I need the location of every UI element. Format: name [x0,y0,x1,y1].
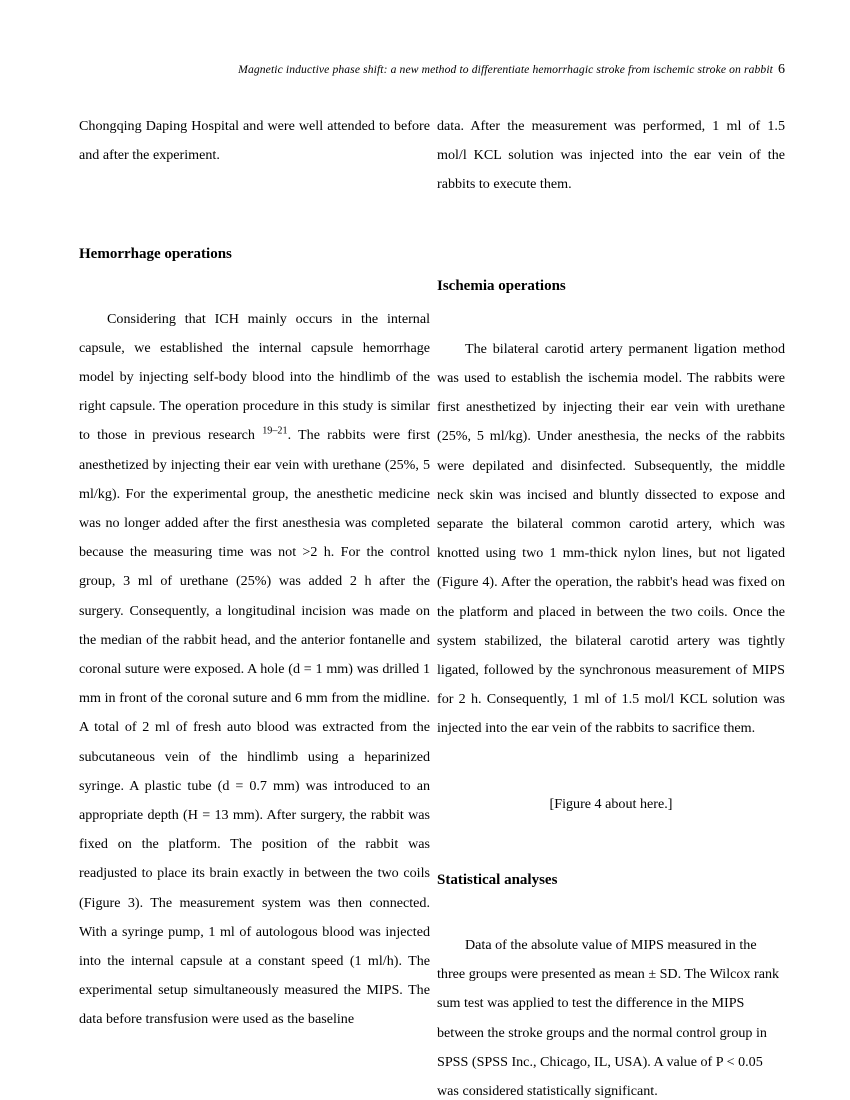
ischemia-paragraph: The bilateral carotid artery permanent ligation method was used to establish the ischemia model. The rabbits were first anesthetized by injecting their ear vein with urethane (25%, 5 ml/kg). Under anesthesia, the necks of the rabbits were depilated and disinfected. Subsequently, the middle neck skin was incised and bluntly dissected to expose and separate the bilateral common carotid artery, which was knotted using two 1 mm-thick nylon lines, but not ligated (Figure 4). After the operation, the rabbit's head was fixed on the platform and placed in between the two coils. Once the system stabilized, the bilateral carotid artery was tightly ligated, followed by the synchronous measurement of MIPS for 2 h. Consequently, 1 ml of 1.5 mol/l KCL solution was injected into the ear vein of the rabbits to sacrifice them. [437,340,785,737]
heading-ischemia-operations: Ischemia operations [437,277,566,294]
heading-hemorrhage-operations: Hemorrhage operations [79,246,232,263]
left-continued-paragraph: Chongqing Daping Hospital and were well attended to before and after the experiment. [79,118,430,164]
spacer-before-hemorrhage-heading [79,170,430,240]
heading-statistical-analyses: Statistical analyses [437,871,558,888]
spacer-after-ischemia-heading [437,301,785,335]
spacer-after-figure-note [437,819,785,866]
citation-reference: 19–21 [262,425,288,437]
hemorrhage-paragraph-part-1: Considering that ICH mainly occurs in the internal capsule, we established the internal capsule hemorrhage model by injecting self-body blood into the hindlimb of the right capsule. The operation procedure in this study is similar to those in previous research [79,310,430,444]
spacer-before-ischemia-heading [437,200,785,272]
running-header-title: Magnetic inductive phase shift: a new method to differentiate hemorrhagic stroke from ischemic stroke on rabbit [238,63,773,76]
left-column [79,112,430,1035]
spacer-after-statistics-heading [437,895,785,931]
figure-placeholder-note: [Figure 4 about here.] [549,795,673,812]
statistics-paragraph: Data of the absolute value of MIPS measured in the three groups were presented as mean ± SD. The Wilcox rank sum test was applied to test the difference in the MIPS between the stroke groups and the normal control group in SPSS (SPSS Inc., Chicago, IL, USA). A value of P < 0.05 was considered statistically significant. [437,937,780,1100]
spacer-after-hemorrhage-heading [79,270,430,305]
page-number: 6 [778,62,785,77]
right-continued-paragraph: data. After the measurement was performed, 1 ml of 1.5 mol/l KCL solution was injected into the ear vein of the rabbits to execute them. [437,118,785,193]
hemorrhage-paragraph [79,305,430,1035]
running-header [79,62,785,78]
right-column [437,112,785,1100]
hemorrhage-paragraph-part-2: . The rabbits were first anesthetized by injecting their ear vein with urethane (25%, 5 ml/kg). For the experimental group, the anesthetic medicine was no longer added after the first anesthesia was completed because the measuring time was not >2 h. For the control group, 3 ml of urethane (25%) was added 2 h after the surgery. Consequently, a longitudinal incision was made on the median of the rabbit head, and the anterior fontanelle and coronal suture were exposed. A hole (d = 1 mm) was drilled 1 mm in front of the coronal suture and 6 mm from the midline. A total of 2 ml of fresh auto blood was extracted from the subcutaneous vein of the hindlimb using a heparinized syringe. A plastic tube (d = 0.7 mm) was introduced to an appropriate depth (H = 13 mm). After surgery, the rabbit was fixed on the platform. The position of the rabbit was readjusted to place its brain exactly in between the two coils (Figure 3). The measurement system was then connected. With a syringe pump, 1 ml of autologous blood was injected into the internal capsule at a constant speed (1 ml/h). The experimental setup simultaneously measured the MIPS. The data before transfusion were used as the baseline [79,427,431,1028]
spacer-before-figure-note [437,744,785,790]
